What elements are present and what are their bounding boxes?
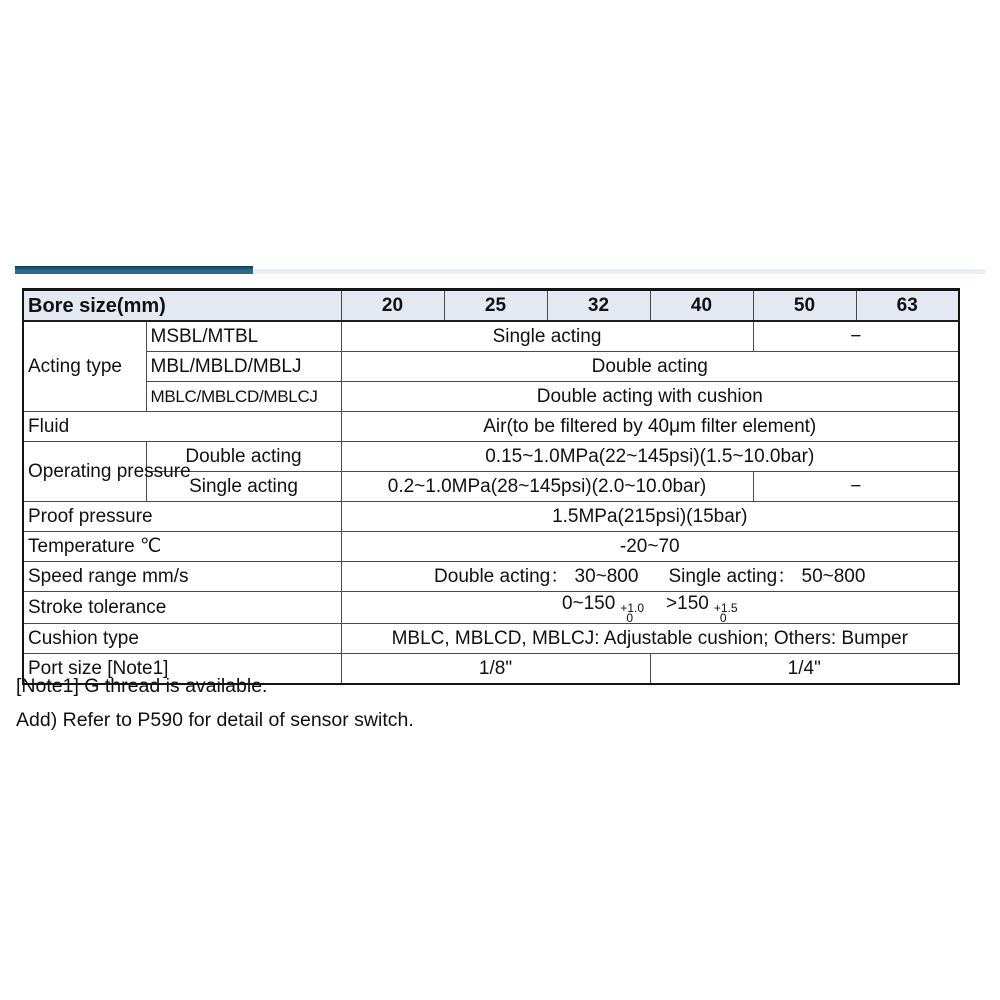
acting-model-msbl-mtbl: MSBL/MTBL	[146, 321, 341, 352]
temperature-value: -20~70	[341, 532, 959, 562]
table-row-proof-pressure	[23, 502, 959, 532]
row-label-stroke-tolerance: Stroke tolerance	[23, 592, 341, 624]
port-size-small: 1/8"	[341, 654, 650, 685]
speed-range-double: Double acting： 30~800	[434, 565, 639, 587]
row-label-proof-pressure: Proof pressure	[23, 502, 341, 532]
bore-col-25: 25	[444, 290, 547, 322]
row-label-temperature: Temperature ℃	[23, 532, 341, 562]
spec-table	[22, 288, 960, 685]
table-row-stroke-tolerance	[23, 592, 959, 624]
pressure-single-dash: −	[753, 472, 959, 502]
row-label-port-size: Port size [Note1]	[23, 654, 341, 685]
table-row-pressure-double	[23, 442, 959, 472]
footnotes	[16, 674, 414, 742]
pressure-type-single: Single acting	[146, 472, 341, 502]
table-row-acting-single	[23, 321, 959, 352]
acting-value-double: Double acting	[341, 352, 959, 382]
acting-value-cushion: Double acting with cushion	[341, 382, 959, 412]
bore-col-32: 32	[547, 290, 650, 322]
pressure-value-single: 0.2~1.0MPa(28~145psi)(2.0~10.0bar)	[341, 472, 753, 502]
note-2: Add) Refer to P590 for detail of sensor switch.	[16, 709, 414, 731]
note-1: [Note1] G thread is available.	[16, 675, 268, 697]
speed-range-single: Single acting： 50~800	[668, 565, 866, 587]
fluid-value: Air(to be filtered by 40μm filter element)	[341, 412, 959, 442]
stroke-range-1: 0~150	[561, 593, 616, 614]
bore-size-header: Bore size(mm)	[23, 290, 341, 322]
row-label-acting-type: Acting type	[23, 321, 146, 412]
pressure-value-double: 0.15~1.0MPa(22~145psi)(1.5~10.0bar)	[341, 442, 959, 472]
bore-col-50: 50	[753, 290, 856, 322]
acting-model-mbl: MBL/MBLD/MBLJ	[146, 352, 341, 382]
speed-range-value	[341, 562, 959, 592]
acting-value-single: Single acting	[341, 321, 753, 352]
row-label-fluid: Fluid	[23, 412, 341, 442]
table-row-cushion-type	[23, 624, 959, 654]
row-label-cushion-type: Cushion type	[23, 624, 341, 654]
table-row-speed-range	[23, 562, 959, 592]
table-row-acting-cushion	[23, 382, 959, 412]
stroke-tolerance-stack-2: +1.5 0	[713, 601, 738, 625]
table-header-row	[23, 290, 959, 322]
stroke-tolerance-value	[341, 592, 959, 624]
acting-single-dash: −	[753, 321, 959, 352]
acting-model-mblc: MBLC/MBLCD/MBLCJ	[146, 382, 341, 412]
table-row-temperature	[23, 532, 959, 562]
table-row-fluid	[23, 412, 959, 442]
bore-col-40: 40	[650, 290, 753, 322]
pressure-type-double: Double acting	[146, 442, 341, 472]
row-label-speed-range: Speed range mm/s	[23, 562, 341, 592]
row-label-operating-pressure: Operating pressure	[23, 442, 146, 502]
table-row-acting-double	[23, 352, 959, 382]
bore-col-20: 20	[341, 290, 444, 322]
stroke-tolerance-stack-1: +1.0 0	[620, 601, 645, 625]
divider-rule-dark	[15, 266, 253, 274]
bore-col-63: 63	[856, 290, 959, 322]
proof-pressure-value: 1.5MPa(215psi)(15bar)	[341, 502, 959, 532]
port-size-large: 1/4"	[650, 654, 959, 685]
cushion-type-value: MBLC, MBLCD, MBLCJ: Adjustable cushion; Others: Bumper	[341, 624, 959, 654]
stroke-range-2: >150	[666, 593, 709, 614]
